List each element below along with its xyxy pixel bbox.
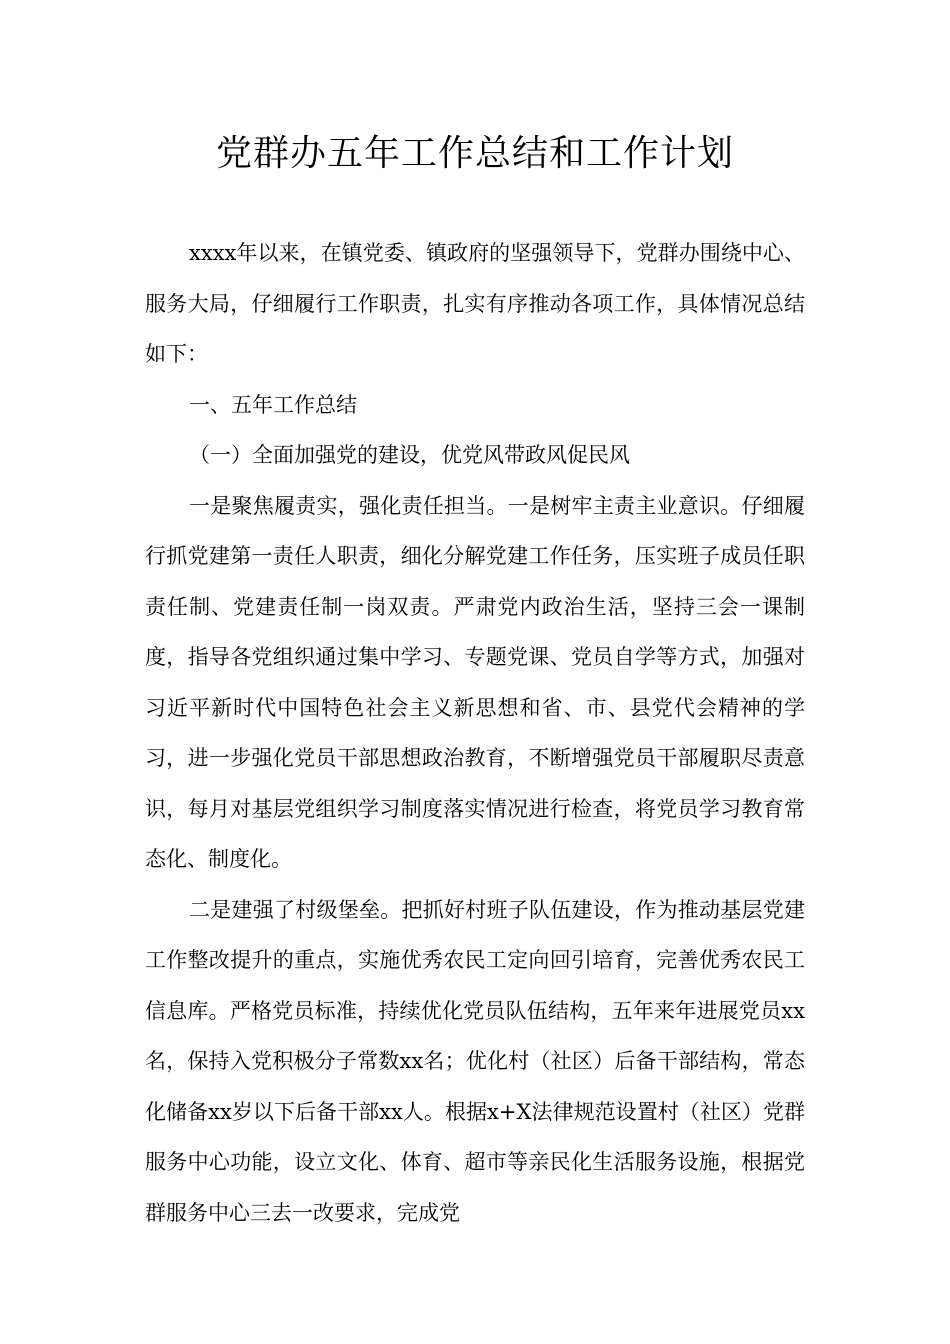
body-paragraph: 二是建强了村级堡垒。把抓好村班子队伍建设，作为推动基层党建工作整改提升的重点，实施优秀农民工定向回引培育，完善优秀农民工信息库。严格党员标准，持续优化党员队伍结构，五年来年进展党员xx名，保持入党积极分子常数xx名；优化村（社区）后备干部结构，常态化储备xx岁以下后备干部xx人。根据x+X法律规范设置村（社区）党群服务中心功能，设立文化、体育、超市等亲民化生活服务设施，根据党群服务中心三去一改要求，完成党 <box>145 897 805 1225</box>
section-heading: 一、五年工作总结 <box>189 392 357 417</box>
document-title: 党群办五年工作总结和工作计划 <box>215 133 734 174</box>
body-paragraph: 一是聚焦履责实，强化责任担当。一是树牢主责主业意识。仔细履行抓党建第一责任人职责，细化分解党建工作任务，压实班子成员任职责任制、党建责任制一岗双责。严肃党内政治生活，坚持三会一课制度，指导各党组织通过集中学习、专题党课、党员自学等方式，加强对习近平新时代中国特色社会主义新思想和省、市、县党代会精神的学习，进一步强化党员干部思想政治教育，不断增强党员干部履职尽责意识，每月对基层党组织学习制度落实情况进行检查，将党员学习教育常态化、制度化。 <box>145 493 805 871</box>
intro-paragraph: xxxx年以来，在镇党委、镇政府的坚强领导下，党群办围绕中心、服务大局，仔细履行工作职责，扎实有序推动各项工作，具体情况总结如下： <box>145 241 805 366</box>
subsection-heading: （一）全面加强党的建设，优党风带政风促民风 <box>189 443 630 467</box>
document-body <box>145 228 805 1238</box>
